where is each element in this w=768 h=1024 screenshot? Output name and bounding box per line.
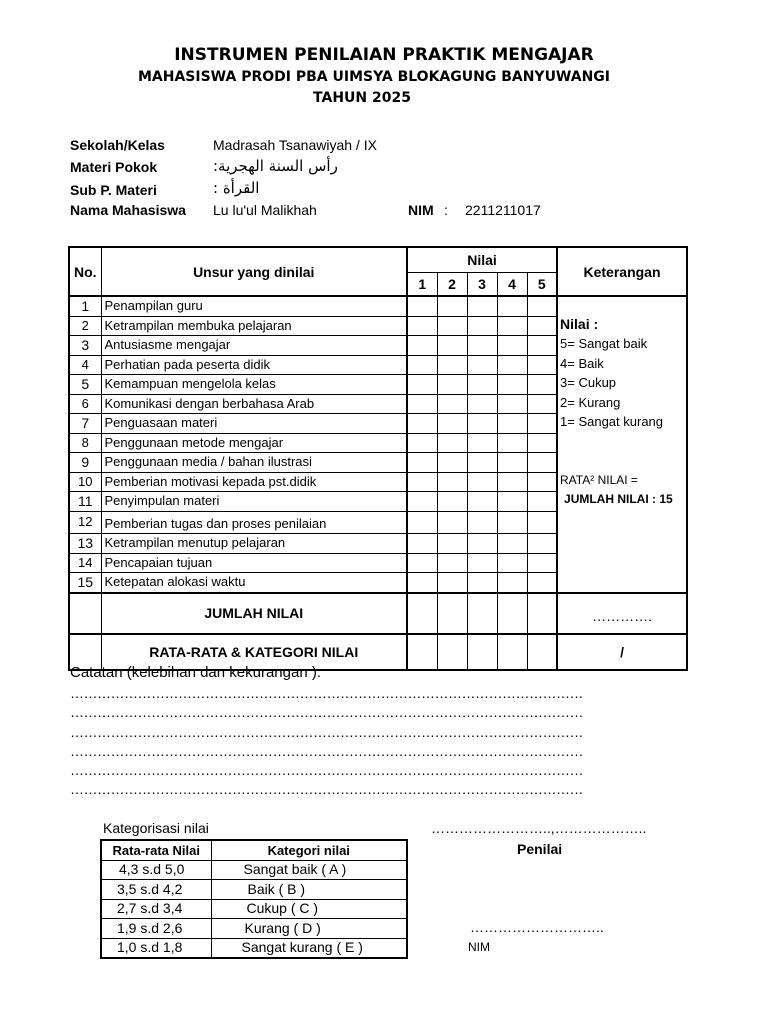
sub-materi-label: Sub P. Materi — [70, 182, 157, 198]
nilai-scale-title: Nilai : — [560, 316, 599, 332]
score-cell[interactable] — [527, 511, 557, 534]
score-cell[interactable] — [497, 492, 527, 512]
score-cell[interactable] — [437, 336, 467, 356]
score-cell[interactable] — [467, 355, 497, 375]
kategorisasi-label: Kategorisasi nilai — [103, 820, 209, 836]
assessment-table — [68, 246, 688, 671]
score-cell[interactable] — [467, 375, 497, 395]
row-number: 6 — [69, 394, 101, 414]
score-cell[interactable] — [437, 375, 467, 395]
score-cell[interactable] — [437, 355, 467, 375]
row-number: 9 — [69, 453, 101, 473]
kat-range: 1,0 s.d 1,8 — [101, 938, 211, 958]
kat-header-range: Rata-rata Nilai — [101, 840, 211, 860]
materi-label: Materi Pokok — [70, 159, 158, 175]
score-cell[interactable] — [467, 336, 497, 356]
rata-kategori-field[interactable]: / — [557, 634, 687, 670]
score-cell[interactable] — [527, 336, 557, 356]
form-year: TAHUN 2025 — [313, 90, 411, 106]
score-cell[interactable] — [437, 453, 467, 473]
score-header: 5 — [527, 272, 557, 296]
nama-value: Lu lu'ul Malikhah — [213, 202, 317, 218]
row-number: 4 — [69, 355, 101, 375]
score-header: 2 — [437, 272, 467, 296]
score-header: 1 — [407, 272, 437, 296]
nim-colon: : — [444, 202, 448, 218]
nilai-scale-item: 2= Kurang — [560, 394, 621, 410]
score-cell[interactable] — [527, 394, 557, 414]
rata-score-cell[interactable] — [527, 634, 557, 670]
nilai-scale-item: 1= Sangat kurang — [560, 414, 664, 429]
score-cell[interactable] — [407, 433, 437, 453]
score-cell[interactable] — [467, 296, 497, 316]
score-cell[interactable] — [467, 511, 497, 534]
catatan-line[interactable]: …………………………………………………………………………………………………… — [70, 685, 583, 701]
rata-score-cell[interactable] — [497, 634, 527, 670]
header-unsur: Unsur yang dinilai — [101, 247, 407, 296]
penilai-signature-line[interactable]: ……………………….. — [470, 919, 604, 935]
score-cell[interactable] — [407, 534, 437, 554]
catatan-line[interactable]: …………………………………………………………………………………………………… — [70, 704, 583, 720]
score-cell[interactable] — [407, 316, 437, 336]
score-cell[interactable] — [407, 355, 437, 375]
score-cell[interactable] — [467, 534, 497, 554]
criterion-label: Komunikasi dengan berbahasa Arab — [101, 394, 407, 414]
rata-nilai-label: RATA² NILAI = — [560, 472, 638, 487]
kat-range: 2,7 s.d 3,4 — [101, 899, 211, 919]
row-number: 8 — [69, 433, 101, 453]
kat-kategori: Sangat baik ( A ) — [211, 860, 407, 880]
kat-kategori: Kurang ( D ) — [211, 919, 407, 939]
score-cell[interactable] — [407, 336, 437, 356]
row-number: 7 — [69, 414, 101, 434]
row-number: 5 — [69, 375, 101, 395]
jumlah-total-field[interactable]: …………. — [557, 593, 687, 634]
score-cell[interactable] — [527, 316, 557, 336]
score-cell[interactable] — [467, 472, 497, 492]
catatan-line[interactable]: …………………………………………………………………………………………………… — [70, 743, 583, 759]
score-cell[interactable] — [437, 394, 467, 414]
score-cell[interactable] — [437, 414, 467, 434]
criterion-label: Kemampuan mengelola kelas — [101, 375, 407, 395]
score-cell[interactable] — [437, 573, 467, 593]
form-title: INSTRUMEN PENILAIAN PRAKTIK MENGAJAR — [174, 45, 594, 65]
row-number: 15 — [69, 573, 101, 593]
criterion-label: Penampilan guru — [101, 296, 407, 316]
catatan-label: Catatan (kelebihan dan kekurangan ): — [70, 664, 322, 681]
nilai-scale-item: 4= Baik — [560, 355, 604, 371]
score-cell[interactable] — [467, 394, 497, 414]
kat-range: 3,5 s.d 4,2 — [101, 880, 211, 900]
score-cell[interactable] — [497, 472, 527, 492]
score-cell[interactable] — [467, 453, 497, 473]
score-cell[interactable] — [497, 534, 527, 554]
score-cell[interactable] — [437, 492, 467, 512]
score-header: 3 — [467, 272, 497, 296]
score-cell[interactable] — [437, 433, 467, 453]
catatan-line[interactable]: …………………………………………………………………………………………………… — [70, 724, 583, 740]
score-cell[interactable] — [407, 375, 437, 395]
score-cell[interactable] — [527, 534, 557, 554]
score-cell[interactable] — [497, 296, 527, 316]
score-cell[interactable] — [407, 296, 437, 316]
score-cell[interactable] — [407, 553, 437, 573]
row-number: 14 — [69, 553, 101, 573]
catatan-line[interactable]: …………………………………………………………………………………………………… — [70, 762, 583, 778]
nilai-scale-item: 3= Cukup — [560, 375, 617, 390]
kat-range: 4,3 s.d 5,0 — [101, 860, 211, 880]
penilai-nim: NIM — [468, 940, 490, 954]
score-cell[interactable] — [407, 453, 437, 473]
kat-range: 1,9 s.d 2,6 — [101, 919, 211, 939]
score-cell[interactable] — [467, 414, 497, 434]
score-cell[interactable] — [437, 296, 467, 316]
form-subtitle: MAHASISWA PRODI PBA UIMSYA BLOKAGUNG BANYUWANGI — [137, 69, 610, 85]
row-number: 10 — [69, 472, 101, 492]
score-cell[interactable] — [527, 433, 557, 453]
score-cell[interactable] — [407, 511, 437, 534]
nama-label: Nama Mahasiswa — [70, 202, 186, 218]
score-cell[interactable] — [437, 534, 467, 554]
jumlah-score-cell[interactable] — [527, 593, 557, 634]
score-cell[interactable] — [527, 296, 557, 316]
keterangan-panel — [557, 296, 687, 593]
score-cell[interactable] — [497, 553, 527, 573]
score-cell[interactable] — [437, 511, 467, 534]
header-no: No. — [69, 247, 101, 296]
kategorisasi-table — [100, 839, 408, 959]
criterion-label: Ketrampilan membuka pelajaran — [101, 316, 407, 336]
criterion-label: Pemberian tugas dan proses penilaian — [101, 511, 407, 534]
jumlah-score-cell[interactable] — [407, 593, 437, 634]
score-cell[interactable] — [407, 573, 437, 593]
row-number: 12 — [69, 511, 101, 534]
jumlah-score-cell[interactable] — [467, 593, 497, 634]
rata-score-cell[interactable] — [407, 634, 437, 670]
nim-value: 2211211017 — [465, 202, 541, 218]
kat-kategori: Cukup ( C ) — [211, 899, 407, 919]
score-cell[interactable] — [497, 375, 527, 395]
score-cell[interactable] — [527, 453, 557, 473]
score-cell[interactable] — [497, 394, 527, 414]
score-cell[interactable] — [527, 553, 557, 573]
score-cell[interactable] — [527, 414, 557, 434]
jumlah-nilai-note: JUMLAH NILAI : 15 — [564, 491, 673, 506]
score-cell[interactable] — [497, 316, 527, 336]
nim-label: NIM — [408, 202, 434, 218]
criterion-label: Antusiasme mengajar — [101, 336, 407, 356]
score-cell[interactable] — [497, 355, 527, 375]
score-header: 4 — [497, 272, 527, 296]
criterion-label: Pencapaian tujuan — [101, 553, 407, 573]
score-cell[interactable] — [497, 414, 527, 434]
score-cell[interactable] — [527, 355, 557, 375]
score-cell[interactable] — [467, 433, 497, 453]
score-cell[interactable] — [467, 553, 497, 573]
criterion-label: Penyimpulan materi — [101, 492, 407, 512]
row-number: 3 — [69, 336, 101, 356]
score-cell[interactable] — [497, 573, 527, 593]
score-cell[interactable] — [527, 472, 557, 492]
jumlah-nilai-label: JUMLAH NILAI — [101, 593, 407, 634]
score-cell[interactable] — [467, 316, 497, 336]
nilai-scale-item: 5= Sangat baik — [560, 336, 648, 351]
row-number: 13 — [69, 534, 101, 554]
kat-kategori: Baik ( B ) — [211, 880, 407, 900]
score-cell[interactable] — [407, 472, 437, 492]
criterion-label: Ketrampilan menutup pelajaran — [101, 534, 407, 554]
criterion-label: Pemberian motivasi kepada pst.didik — [101, 472, 407, 492]
criterion-label: Penggunaan metode mengajar — [101, 433, 407, 453]
jumlah-blank — [69, 593, 101, 634]
score-cell[interactable] — [527, 375, 557, 395]
header-keterangan: Keterangan — [557, 247, 687, 296]
score-cell[interactable] — [527, 492, 557, 512]
criterion-label: Perhatian pada peserta didik — [101, 355, 407, 375]
score-cell[interactable] — [497, 511, 527, 534]
criterion-label: Ketepatan alokasi waktu — [101, 573, 407, 593]
rata-kategori-label: RATA-RATA & KATEGORI NILAI — [101, 634, 407, 670]
criterion-label: Penguasaan materi — [101, 414, 407, 434]
kat-header-kategori: Kategori nilai — [211, 840, 407, 860]
score-cell[interactable] — [407, 414, 437, 434]
sekolah-label: Sekolah/Kelas — [70, 137, 165, 153]
catatan-line[interactable]: …………………………………………………………………………………………………… — [70, 781, 583, 797]
score-cell[interactable] — [437, 553, 467, 573]
rata-score-cell[interactable] — [437, 634, 467, 670]
score-cell[interactable] — [527, 573, 557, 593]
row-number: 2 — [69, 316, 101, 336]
rata-score-cell[interactable] — [467, 634, 497, 670]
kat-kategori: Sangat kurang ( E ) — [211, 938, 407, 958]
jumlah-score-cell[interactable] — [497, 593, 527, 634]
criterion-label: Penggunaan media / bahan ilustrasi — [101, 453, 407, 473]
jumlah-score-cell[interactable] — [437, 593, 467, 634]
score-cell[interactable] — [437, 316, 467, 336]
score-cell[interactable] — [407, 394, 437, 414]
score-cell[interactable] — [497, 453, 527, 473]
row-number: 11 — [69, 492, 101, 512]
score-cell[interactable] — [497, 336, 527, 356]
header-nilai: Nilai — [407, 247, 557, 272]
penilai-label: Penilai — [517, 841, 563, 857]
sekolah-value: Madrasah Tsanawiyah / IX — [213, 137, 377, 153]
score-cell[interactable] — [467, 492, 497, 512]
score-cell[interactable] — [467, 573, 497, 593]
sub-materi-value: القرأة : — [213, 179, 260, 197]
score-cell[interactable] — [407, 492, 437, 512]
materi-value: رأس السنة الهجرية: — [213, 157, 338, 175]
score-cell[interactable] — [437, 472, 467, 492]
score-cell[interactable] — [497, 433, 527, 453]
row-number: 1 — [69, 296, 101, 316]
penilai-date-line[interactable]: ……………………..,……………….. — [431, 820, 647, 836]
